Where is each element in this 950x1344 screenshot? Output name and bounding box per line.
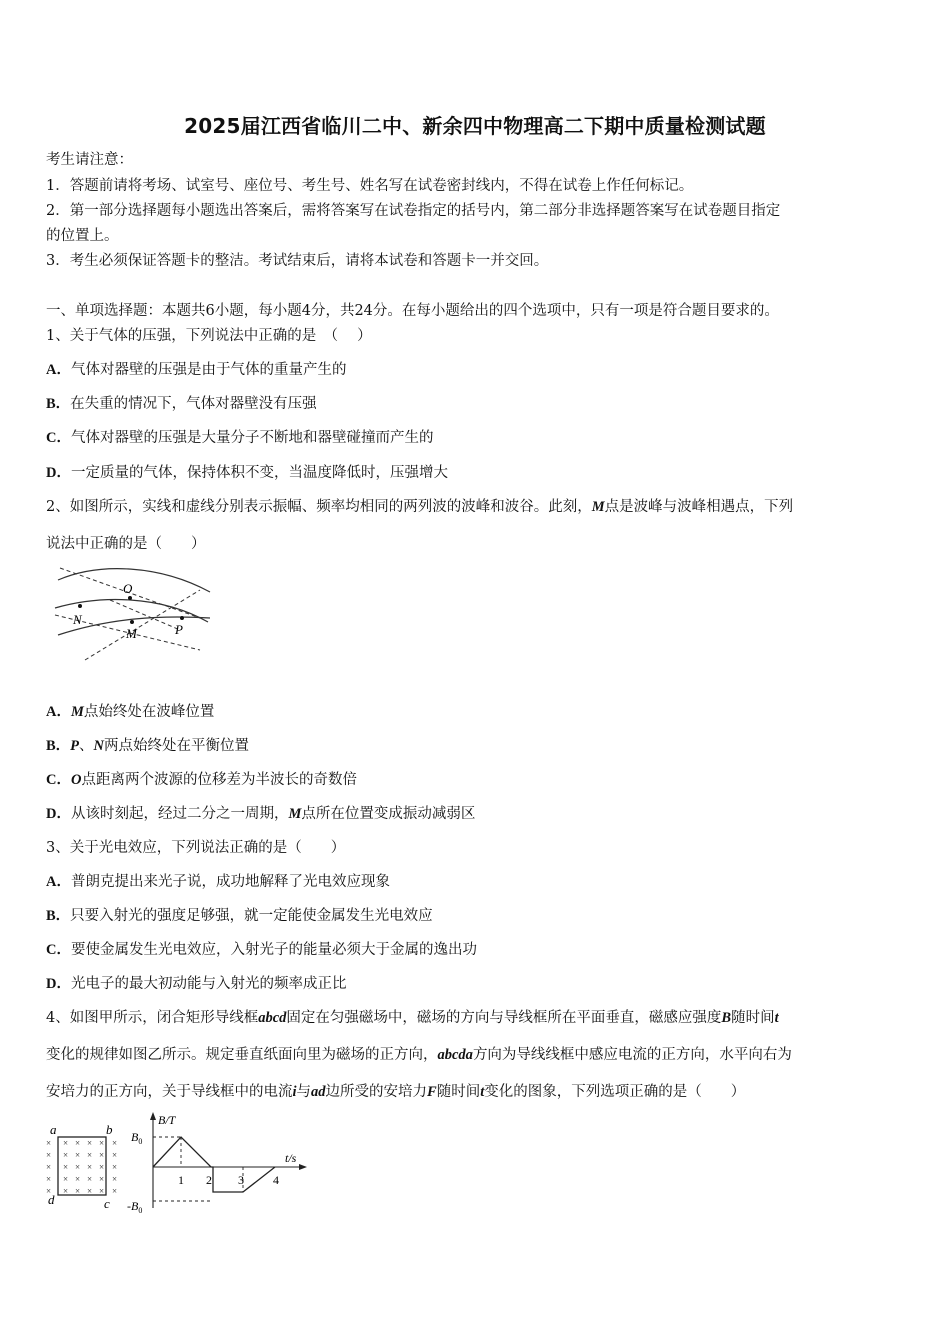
field-cross-icon: × xyxy=(87,1186,93,1196)
field-cross-icon: × xyxy=(63,1138,69,1148)
q2-stem xyxy=(46,497,793,517)
field-cross-icon: × xyxy=(75,1138,81,1148)
stem-text: 方向为导线线框中感应电流的正方向，水平向右为 xyxy=(472,1047,792,1063)
field-cross-icon: × xyxy=(63,1186,69,1196)
b-t-graph-figure xyxy=(125,1110,315,1215)
option-label: B． xyxy=(46,908,71,924)
q1-option-c[interactable] xyxy=(46,428,433,448)
option-label: A． xyxy=(46,704,71,720)
stem-text: 与 xyxy=(296,1084,312,1100)
var: N xyxy=(93,738,105,754)
var: t xyxy=(480,1084,485,1100)
var: O xyxy=(70,772,82,788)
option-label: D． xyxy=(46,976,71,992)
corner-c: c xyxy=(104,1196,110,1211)
tick-4: 4 xyxy=(273,1173,279,1187)
separator: 、 xyxy=(79,738,94,754)
stem-text: 随时间 xyxy=(731,1010,775,1026)
field-cross-icon: × xyxy=(63,1162,69,1172)
field-cross-icon: × xyxy=(87,1138,93,1148)
field-cross-icon: × xyxy=(99,1162,105,1172)
field-cross-icon: × xyxy=(112,1174,118,1184)
option-label: D． xyxy=(46,806,71,822)
q2-stem-line2: 说法中正确的是（ ） xyxy=(46,536,206,552)
var: ad xyxy=(311,1084,326,1100)
var: P xyxy=(70,738,80,754)
field-cross-icon: × xyxy=(75,1162,81,1172)
label-n: N xyxy=(73,612,82,627)
var-m: M xyxy=(591,499,605,515)
stem-text: 随时间 xyxy=(436,1084,481,1100)
field-cross-icon: × xyxy=(46,1162,52,1172)
notice-item-2-cont: 的位置上。 xyxy=(46,228,119,244)
tick-1: 1 xyxy=(178,1173,184,1187)
option-label: C． xyxy=(46,430,71,446)
option-text: 从该时刻起，经过二分之一周期， xyxy=(70,806,289,822)
var: B xyxy=(721,1010,732,1026)
loop-in-field-figure xyxy=(40,1120,125,1212)
tick-3: 3 xyxy=(238,1173,244,1187)
field-cross-icon: × xyxy=(63,1174,69,1184)
q2-option-d[interactable] xyxy=(46,804,475,824)
stem-text: 2、如图所示，实线和虚线分别表示振幅、频率均相同的两列波的波峰和波谷。此刻， xyxy=(46,499,592,515)
option-label: D． xyxy=(46,465,71,481)
field-cross-icon: × xyxy=(99,1174,105,1184)
stem-text: 固定在匀强磁场中，磁场的方向与导线框所在平面垂直，磁感应强度 xyxy=(286,1010,722,1026)
field-cross-icon: × xyxy=(99,1138,105,1148)
option-label: A． xyxy=(46,874,71,890)
q3-stem: 3、关于光电效应，下列说法正确的是（ ） xyxy=(46,840,346,856)
neg-b0-label: $-B_0$ xyxy=(127,1199,143,1215)
option-label: C． xyxy=(46,942,71,958)
q4-stem-line1 xyxy=(46,1008,779,1028)
option-text: 要使金属发生光电效应，入射光子的能量必须大于金属的逸出功 xyxy=(70,942,477,958)
var: abcd xyxy=(258,1010,287,1026)
q1-option-d[interactable] xyxy=(46,463,448,483)
field-cross-icon: × xyxy=(63,1150,69,1160)
q4-stem-line2 xyxy=(46,1045,792,1065)
option-text: 气体对器壁的压强是由于气体的重量产生的 xyxy=(70,362,347,378)
var: F xyxy=(427,1084,437,1100)
notice-item-3: 3．考生必须保证答题卡的整洁。考试结束后，请将本试卷和答题卡一并交回。 xyxy=(46,253,549,269)
field-cross-icon: × xyxy=(87,1150,93,1160)
x-axis-label: t/s xyxy=(285,1151,297,1165)
notice-heading: 考生请注意： xyxy=(46,152,133,168)
q1-option-a[interactable] xyxy=(46,360,346,380)
q3-option-b[interactable] xyxy=(46,906,433,926)
var: i xyxy=(292,1084,297,1100)
stem-text: 变化的规律如图乙所示。规定垂直纸面向里为磁场的正方向， xyxy=(46,1047,438,1063)
q2-option-a[interactable] xyxy=(46,702,214,722)
field-cross-icon: × xyxy=(99,1150,105,1160)
section-heading: 一、单项选择题：本题共6小题，每小题4分，共24分。在每小题给出的四个选项中，只有一项是符合题目要求的。 xyxy=(46,303,779,319)
stem-text: 变化的图象，下列选项正确的是（ ） xyxy=(484,1084,746,1100)
field-cross-icon: × xyxy=(112,1162,118,1172)
option-text: 光电子的最大初动能与入射光的频率成正比 xyxy=(70,976,347,992)
option-label: B． xyxy=(46,738,71,754)
field-cross-icon: × xyxy=(46,1186,52,1196)
q3-option-c[interactable] xyxy=(46,940,477,960)
b0-label: $B_0$ xyxy=(131,1130,143,1146)
var: abcda xyxy=(437,1047,473,1063)
wave-interference-figure xyxy=(50,560,220,670)
stem-text: 点是波峰与波峰相遇点，下列 xyxy=(604,499,794,515)
field-cross-icon: × xyxy=(46,1174,52,1184)
option-text: 两点始终处在平衡位置 xyxy=(104,738,250,754)
q3-option-d[interactable] xyxy=(46,974,346,994)
stem-text: 4、如图甲所示，闭合矩形导线框 xyxy=(46,1010,259,1026)
option-label: C． xyxy=(46,772,71,788)
option-text: 点始终处在波峰位置 xyxy=(83,704,215,720)
page-title: 2025届江西省临川二中、新余四中物理高二下期中质量检测试题 xyxy=(184,114,766,138)
option-text: 一定质量的气体，保持体积不变，当温度降低时，压强增大 xyxy=(70,465,448,481)
field-cross-icon: × xyxy=(75,1186,81,1196)
tick-2: 2 xyxy=(206,1173,212,1187)
field-cross-icon: × xyxy=(46,1150,52,1160)
field-cross-icon: × xyxy=(99,1186,105,1196)
option-text: 在失重的情况下，气体对器壁没有压强 xyxy=(70,396,317,412)
option-text: 只要入射光的强度足够强，就一定能使金属发生光电效应 xyxy=(70,908,433,924)
q1-stem: 1、关于气体的压强，下列说法中正确的是 （ ） xyxy=(46,328,372,344)
var: M xyxy=(288,806,302,822)
stem-text: 边所受的安培力 xyxy=(325,1084,428,1100)
field-cross-icon: × xyxy=(87,1174,93,1184)
option-label: A． xyxy=(46,362,71,378)
q3-option-a[interactable] xyxy=(46,872,390,892)
option-text: 普朗克提出来光子说，成功地解释了光电效应现象 xyxy=(70,874,390,890)
label-o: O xyxy=(123,581,133,596)
field-cross-icon: × xyxy=(112,1150,118,1160)
q4-stem-line3 xyxy=(46,1082,745,1102)
q2-option-c[interactable] xyxy=(46,770,357,790)
var: M xyxy=(70,704,84,720)
notice-item-1: 1．答题前请将考场、试室号、座位号、考生号、姓名写在试卷密封线内，不得在试卷上作任何标记。 xyxy=(46,178,694,194)
y-axis-label: B/T xyxy=(158,1113,176,1127)
option-text: 气体对器壁的压强是大量分子不断地和器壁碰撞而产生的 xyxy=(70,430,434,446)
field-cross-icon: × xyxy=(46,1138,52,1148)
field-cross-icon: × xyxy=(75,1174,81,1184)
label-m: M xyxy=(126,626,137,641)
field-cross-icon: × xyxy=(112,1186,118,1196)
var: t xyxy=(774,1010,779,1026)
option-text: 点所在位置变成振动减弱区 xyxy=(301,806,476,822)
stem-text: 安培力的正方向，关于导线框中的电流 xyxy=(46,1084,293,1100)
field-cross-icon: × xyxy=(87,1162,93,1172)
option-label: B． xyxy=(46,396,71,412)
field-cross-icon: × xyxy=(112,1138,118,1148)
q2-option-b[interactable] xyxy=(46,736,249,756)
label-p: P xyxy=(175,622,183,637)
option-text: 点距离两个波源的位移差为半波长的奇数倍 xyxy=(81,772,357,788)
notice-item-2: 2．第一部分选择题每小题选出答案后，需将答案写在试卷指定的括号内，第二部分非选择题答案写在试卷题目指定 xyxy=(46,203,781,219)
corner-b: b xyxy=(106,1122,113,1137)
field-cross-icon: × xyxy=(75,1150,81,1160)
corner-a: a xyxy=(50,1122,57,1137)
q1-option-b[interactable] xyxy=(46,394,317,414)
corner-d: d xyxy=(48,1192,55,1207)
